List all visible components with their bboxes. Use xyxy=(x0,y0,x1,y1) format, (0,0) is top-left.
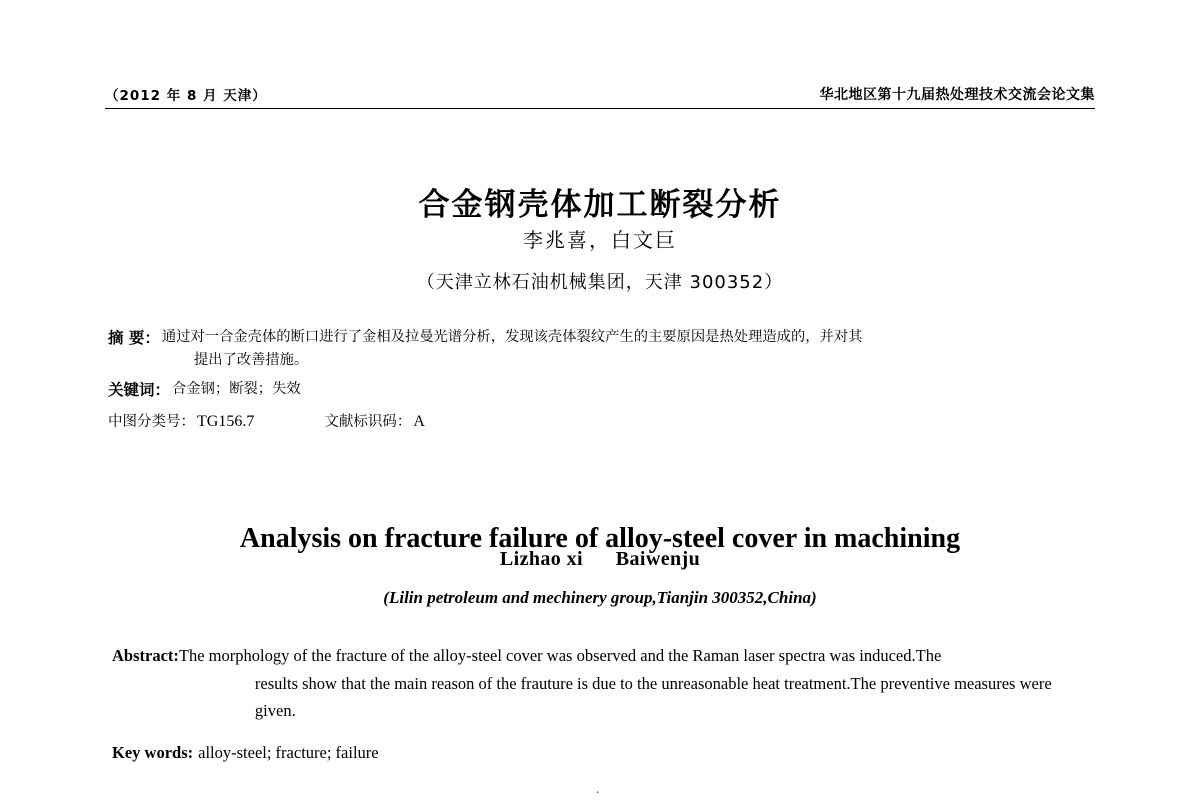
english-author-2: Baiwenju xyxy=(615,548,701,570)
chinese-abstract-text xyxy=(160,326,1098,372)
chinese-abstract-label: 摘 要： xyxy=(108,329,160,347)
chinese-keywords-row xyxy=(108,378,1098,403)
english-abstract-line-1: The morphology of the fracture of the alloy-steel cover was observed and the Raman laser spectra was induced.The xyxy=(178,646,942,665)
doc-code-value: A xyxy=(413,413,425,431)
english-keywords-text: alloy-steel; fracture; failure xyxy=(198,743,379,763)
chinese-abstract-line-2: 提出了改善措施。 xyxy=(193,352,309,369)
chinese-abstract-line-1: 通过对一合金壳体的断口进行了金相及拉曼光谱分析，发现该壳体裂纹产生的主要原因是热处理造成的，并对其 xyxy=(161,329,863,345)
doc-code-label: 文献标识码： xyxy=(324,414,412,431)
chinese-keywords-label: 关键词： xyxy=(108,381,171,400)
english-keywords-row xyxy=(112,739,1098,767)
english-abstract-text xyxy=(179,642,1098,725)
english-title: Analysis on fracture failure of alloy-steel cover in machining xyxy=(239,523,961,555)
english-authors xyxy=(0,548,1200,571)
english-abstract-row xyxy=(112,642,1098,725)
english-abstract-block xyxy=(112,642,1098,767)
chinese-affiliation: （天津立林石油机械集团，天津 300352） xyxy=(416,272,784,293)
chinese-keywords-text: 合金钢；断裂；失效 xyxy=(172,381,301,398)
running-head-right: 华北地区第十九届热处理技术交流会论文集 xyxy=(819,87,1095,103)
english-author-1: Lizhao xi xyxy=(499,548,583,570)
chinese-abstract-block xyxy=(108,326,1098,435)
english-abstract-line-2: results show that the main reason of the frauture is due to the unreasonable heat treatment.The preventive measures were xyxy=(254,673,1052,693)
chinese-classification-row xyxy=(108,409,1098,435)
english-abstract-label: Abstract: xyxy=(112,646,179,665)
running-head-left: （2012 年 8 月 天津） xyxy=(105,88,267,104)
header-divider xyxy=(105,108,1095,109)
chinese-authors: 李兆喜，白文巨 xyxy=(523,228,677,252)
footer-mark: . xyxy=(596,782,600,797)
clc-label: 中图分类号： xyxy=(108,414,195,431)
english-abstract-line-3: given. xyxy=(254,701,296,721)
english-affiliation: (Lilin petroleum and mechinery group,Tianjin 300352,China) xyxy=(383,588,817,607)
running-head xyxy=(105,84,1095,104)
english-keywords-label: Key words: xyxy=(112,743,194,763)
clc-value: TG156.7 xyxy=(197,413,255,431)
chinese-abstract-row xyxy=(108,326,1098,372)
chinese-title: 合金钢壳体加工断裂分析 xyxy=(418,186,782,223)
